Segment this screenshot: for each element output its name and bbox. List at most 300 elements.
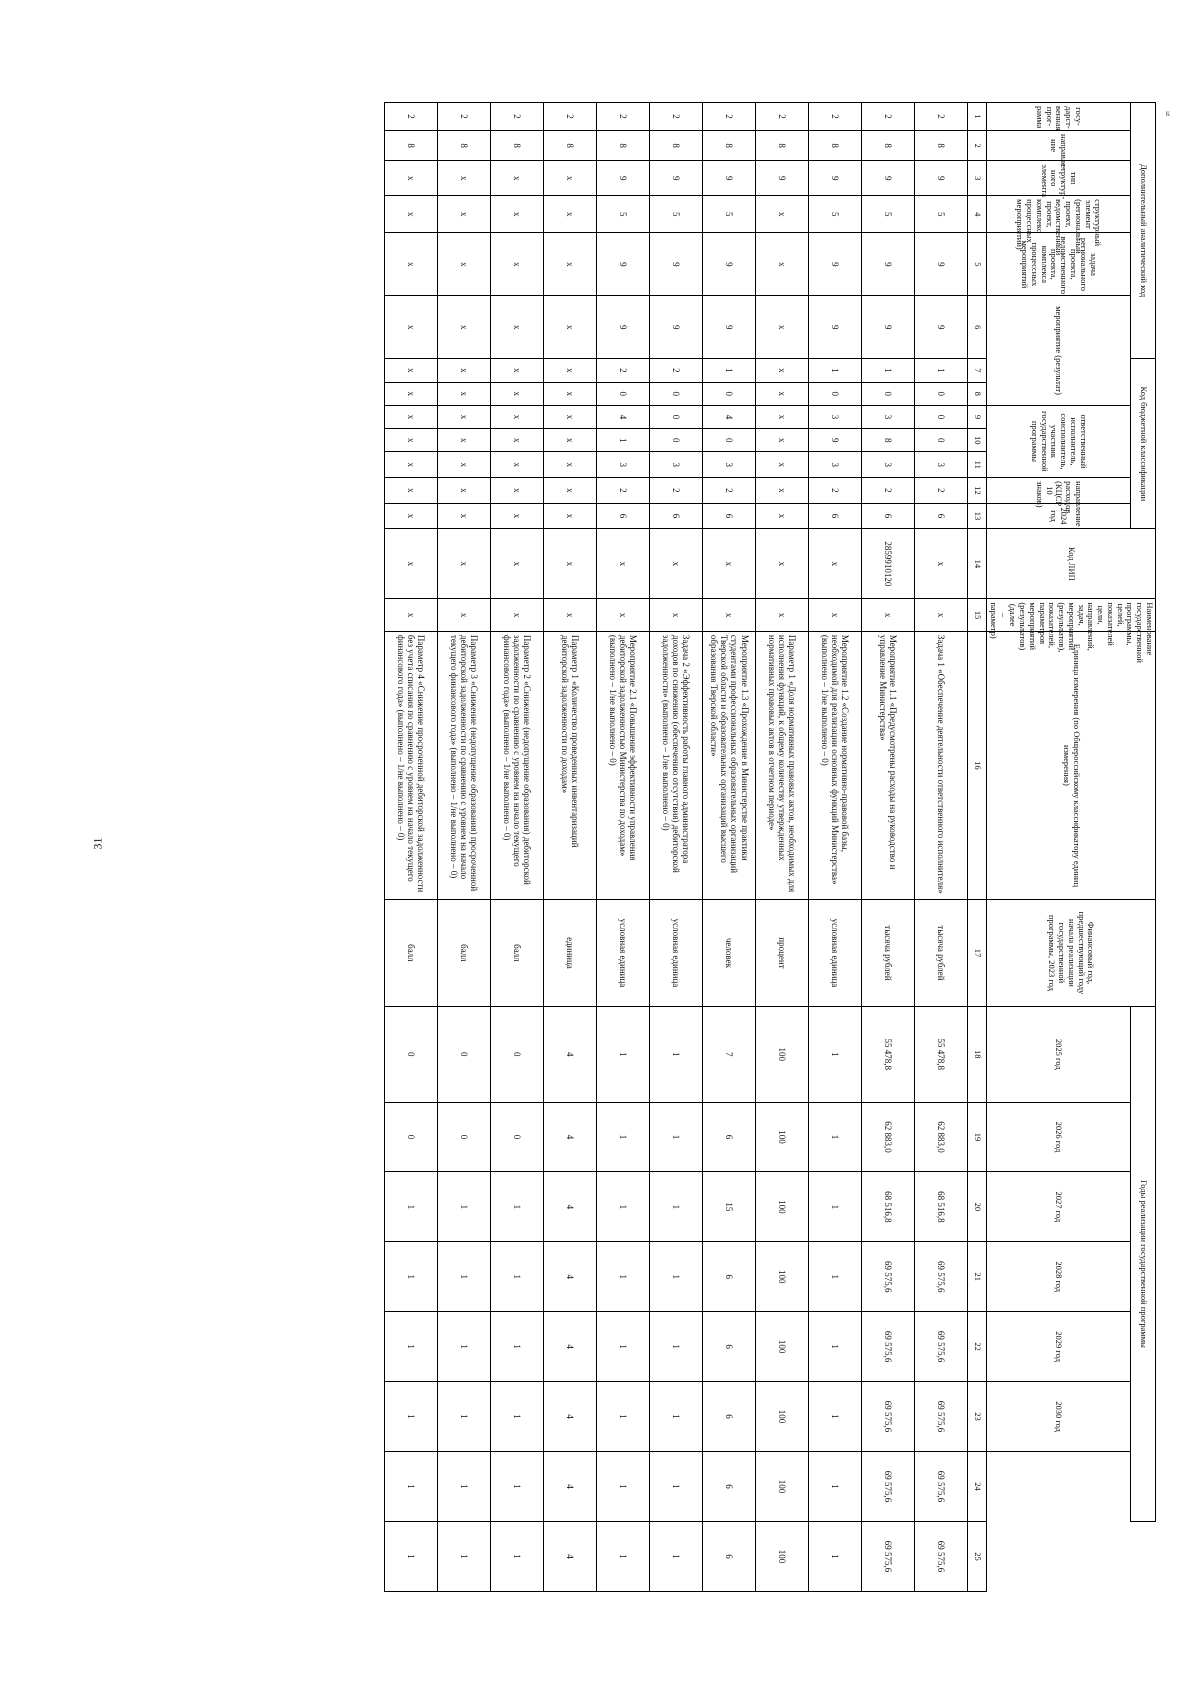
column-number-cell: 5	[967, 233, 986, 296]
code-cell: 2	[649, 478, 702, 504]
code-cell: х	[490, 503, 543, 529]
code-cell: 9	[808, 429, 861, 452]
executor-header: ответственный исполнитель, соисполнитель, участник государственной программы	[986, 405, 1130, 477]
year-value-cell: 1	[490, 1242, 543, 1312]
year-value-cell: 69 575,6	[861, 1521, 914, 1591]
year-2029-header: 2029 год	[986, 1312, 1130, 1382]
year-value-cell: 1	[649, 1521, 702, 1591]
code-cell: х	[384, 503, 437, 529]
year-value-cell: 1	[384, 1521, 437, 1591]
row-name-cell: Параметр 4 «Снижение просроченной дебиторской задолженности без учета списания по сравнению с уровнем на начало текущего финансового года» (выполнено – 1/не выполнено – 0)	[384, 631, 437, 899]
code-cell: х	[755, 382, 808, 405]
year-value-cell: 1	[649, 1102, 702, 1172]
code-cell: 5	[808, 196, 861, 233]
table-row	[384, 103, 437, 1592]
code-cell: х	[437, 529, 490, 599]
year-value-cell: 68 516,8	[914, 1172, 967, 1242]
code-cell: х	[543, 529, 596, 599]
year-value-cell: 6	[702, 1452, 755, 1522]
fin-year-cell: 0	[384, 1007, 437, 1103]
group-budget-header: Код бюджетной классификации	[1131, 359, 1156, 529]
code-cell: 9	[649, 161, 702, 196]
year-value-cell: 69 575,6	[914, 1521, 967, 1591]
year-value-cell: 4	[543, 1312, 596, 1382]
code-cell: 3	[914, 452, 967, 478]
code-cell: 9	[649, 233, 702, 296]
code-cell: х	[384, 161, 437, 196]
year-value-cell: 6	[702, 1102, 755, 1172]
row-name-cell: Задача 2 «Эффективность работы главного администратора доходов по снижению (обеспечению отсутствия) дебиторской задолженности» (выполнено – 1/не выполнено – 0)	[649, 631, 702, 899]
unit-cell: условная единица	[649, 899, 702, 1006]
year-value-cell: 1	[490, 1521, 543, 1591]
code-cell: х	[543, 599, 596, 632]
code-cell: х	[490, 599, 543, 632]
year-value-cell: 0	[437, 1102, 490, 1172]
code-cell: 9	[596, 296, 649, 359]
fin-year-cell: 1	[649, 1007, 702, 1103]
unit-cell: балл	[437, 899, 490, 1006]
year-value-cell: 1	[490, 1312, 543, 1382]
column-number-cell: 2	[967, 130, 986, 160]
column-number-cell: 3	[967, 161, 986, 196]
type-header: тип структур-ного элемента	[986, 161, 1130, 196]
code-cell: х	[543, 478, 596, 504]
code-cell: 2	[543, 103, 596, 131]
code-cell: 8	[755, 130, 808, 160]
year-value-cell: 69 575,6	[861, 1382, 914, 1452]
year-2030-header: 2030 год	[986, 1382, 1130, 1452]
code-cell: 2	[702, 103, 755, 131]
row-name-cell: Мероприятие 2.1 «Повышение эффективности управления дебиторской задолженностью Министерства по доходам» (выполнено – 1/не выполнено – 0)	[596, 631, 649, 899]
code-cell: 8	[437, 130, 490, 160]
unit-cell: тысяча рублей	[914, 899, 967, 1006]
column-number-cell: 15	[967, 599, 986, 632]
code-cell: 2	[596, 103, 649, 131]
fin-year-cell: 0	[437, 1007, 490, 1103]
table-row	[596, 103, 649, 1592]
year-value-cell: 69 575,6	[861, 1452, 914, 1522]
code-cell: х	[543, 503, 596, 529]
unit-cell: единица	[543, 899, 596, 1006]
code-cell: 1	[808, 359, 861, 382]
code-cell: 6	[914, 503, 967, 529]
code-cell: 6	[596, 503, 649, 529]
unit-header: Единица измерения (по Общероссийскому классификатору единиц измерения)	[986, 631, 1155, 899]
unit-cell: процент	[755, 899, 808, 1006]
code-cell: х	[543, 233, 596, 296]
year-value-cell: 1	[649, 1452, 702, 1522]
code-cell: 5	[861, 196, 914, 233]
code-cell: 5	[649, 196, 702, 233]
code-cell: 9	[808, 233, 861, 296]
year-value-cell: 1	[596, 1382, 649, 1452]
code-cell: 8	[808, 130, 861, 160]
code-cell: х	[543, 452, 596, 478]
code-cell: 0	[861, 382, 914, 405]
year-value-cell: 100	[755, 1242, 808, 1312]
code-cell: 2	[490, 103, 543, 131]
year-value-cell: 100	[755, 1521, 808, 1591]
year-value-cell: 1	[808, 1102, 861, 1172]
column-number-cell: 7	[967, 359, 986, 382]
year-value-cell: 4	[543, 1382, 596, 1452]
code-cell: 9	[914, 296, 967, 359]
year-value-cell: 1	[649, 1312, 702, 1382]
code-cell: 8	[914, 130, 967, 160]
code-cell: х	[543, 161, 596, 196]
code-cell: 0	[702, 382, 755, 405]
code-cell: 9	[755, 161, 808, 196]
code-cell: х	[490, 382, 543, 405]
column-number-cell: 24	[967, 1452, 986, 1522]
year-value-cell: 1	[490, 1452, 543, 1522]
code-cell: 0	[808, 382, 861, 405]
years-group-header: Годы реализации государственной программы	[1131, 1007, 1156, 1522]
code-cell: 3	[808, 452, 861, 478]
code-cell: 2	[808, 478, 861, 504]
column-number-cell: 6	[967, 296, 986, 359]
code-cell: 0	[649, 382, 702, 405]
code-cell: х	[543, 359, 596, 382]
column-number-cell: 25	[967, 1521, 986, 1591]
year-2026-header: 2026 год	[986, 1102, 1130, 1172]
code-cell: 9	[702, 161, 755, 196]
year-value-cell: 69 575,6	[914, 1452, 967, 1522]
table-row	[755, 103, 808, 1592]
code-cell: х	[490, 529, 543, 599]
year-2025-header: 2025 год	[986, 1007, 1130, 1103]
code-cell: х	[384, 405, 437, 428]
code-cell: 9	[808, 161, 861, 196]
code-cell: х	[702, 529, 755, 599]
rotated-table-wrapper	[176, 102, 1156, 1592]
code-cell: 5	[702, 196, 755, 233]
code-cell: 6	[861, 503, 914, 529]
fin-year-cell: 1	[596, 1007, 649, 1103]
column-number-cell: 11	[967, 452, 986, 478]
year-value-cell: 1	[437, 1452, 490, 1522]
year-value-cell: 1	[384, 1382, 437, 1452]
code-cell: 2	[437, 103, 490, 131]
table-row	[914, 103, 967, 1592]
code-cell: 0	[596, 382, 649, 405]
structural-header: структурный элемент (региональный проект, ведомственный проект, комплекс процессных мероприятий)	[986, 196, 1130, 233]
code-cell: х	[755, 233, 808, 296]
code-cell: х	[490, 359, 543, 382]
year-value-cell: 0	[490, 1102, 543, 1172]
code-cell: х	[384, 196, 437, 233]
code-cell: 5	[596, 196, 649, 233]
year-value-cell: 1	[437, 1382, 490, 1452]
code-cell: 8	[649, 130, 702, 160]
unit-cell: балл	[384, 899, 437, 1006]
code-cell: 2	[649, 359, 702, 382]
code-cell: х	[437, 405, 490, 428]
code-cell: 9	[596, 233, 649, 296]
code-cell: 2	[596, 478, 649, 504]
code-cell: 9	[861, 161, 914, 196]
code-cell: х	[437, 452, 490, 478]
corner-mark: к	[1165, 108, 1170, 118]
column-number-cell: 17	[967, 899, 986, 1006]
year-value-cell: 0	[384, 1102, 437, 1172]
code-cell: х	[437, 382, 490, 405]
year-value-cell: 1	[384, 1242, 437, 1312]
code-cell: 2	[702, 478, 755, 504]
year-value-cell: 1	[437, 1172, 490, 1242]
fin-year-cell: 1	[808, 1007, 861, 1103]
code-cell: х	[437, 429, 490, 452]
code-cell: х	[437, 161, 490, 196]
column-number-cell: 19	[967, 1102, 986, 1172]
column-number-cell: 12	[967, 478, 986, 504]
code-cell: х	[755, 429, 808, 452]
row-name-cell: Мероприятие 1.3 «Прохождение в Министерстве практики студентами профессиональных образовательных организаций Тверской области и образовательных организаций высшего образования Тверской области»	[702, 631, 755, 899]
code-cell: х	[755, 599, 808, 632]
year-value-cell: 1	[596, 1242, 649, 1312]
code-cell: 2	[755, 103, 808, 131]
code-cell: 3	[861, 452, 914, 478]
code-cell: х	[755, 529, 808, 599]
year-value-cell: 6	[702, 1382, 755, 1452]
code-cell: 8	[861, 130, 914, 160]
year-value-cell: 1	[437, 1521, 490, 1591]
code-cell: х	[490, 296, 543, 359]
fin-year-cell: 7	[702, 1007, 755, 1103]
code-cell: 9	[649, 296, 702, 359]
fin-year-cell: 0	[490, 1007, 543, 1103]
code-cell: 0	[702, 429, 755, 452]
year-value-cell: 1	[808, 1521, 861, 1591]
task-header: задача регионального проекта, ведомственного проекта, комплекса процессных мероприятий	[986, 233, 1130, 296]
year-value-cell: 68 516,8	[861, 1172, 914, 1242]
code-cell: х	[914, 529, 967, 599]
year-value-cell: 62 883,0	[861, 1102, 914, 1172]
table-row	[490, 103, 543, 1592]
lip-header: Код ЛИП	[986, 529, 1155, 599]
code-cell: 9	[808, 296, 861, 359]
code-cell: х	[490, 478, 543, 504]
code-cell: х	[702, 599, 755, 632]
year-value-cell: 4	[543, 1242, 596, 1312]
code-cell: х	[384, 429, 437, 452]
code-cell: х	[808, 529, 861, 599]
year-value-cell: 1	[490, 1172, 543, 1242]
column-number-cell: 20	[967, 1172, 986, 1242]
year-value-cell: 100	[755, 1102, 808, 1172]
code-cell: 3	[649, 452, 702, 478]
code-cell: 2	[596, 359, 649, 382]
code-cell: 2	[914, 103, 967, 131]
column-number-cell: 4	[967, 196, 986, 233]
code-cell: 2	[384, 103, 437, 131]
fin-year-cell: 100	[755, 1007, 808, 1103]
code-cell: 1	[861, 359, 914, 382]
code-cell: х	[755, 405, 808, 428]
code-cell: 8	[596, 130, 649, 160]
table-row	[702, 103, 755, 1592]
table-body	[384, 103, 986, 1592]
code-cell: 9	[861, 296, 914, 359]
code-cell: 9	[914, 233, 967, 296]
year-value-cell: 1	[808, 1242, 861, 1312]
code-cell: 5	[914, 196, 967, 233]
code-cell: 4	[596, 405, 649, 428]
code-cell: 6	[702, 503, 755, 529]
fin-year-cell: 55 478,8	[861, 1007, 914, 1103]
year-value-cell: 1	[596, 1102, 649, 1172]
column-number-cell: 8	[967, 382, 986, 405]
code-cell: х	[384, 452, 437, 478]
code-cell: 9	[861, 233, 914, 296]
year-value-cell: 1	[808, 1312, 861, 1382]
table-row	[437, 103, 490, 1592]
code-cell: 2859910120	[861, 529, 914, 599]
column-number-cell: 1	[967, 103, 986, 131]
code-cell: 2	[861, 103, 914, 131]
code-cell: х	[914, 599, 967, 632]
code-cell: х	[384, 382, 437, 405]
year-value-cell: 100	[755, 1172, 808, 1242]
group-additional-header: Дополнительный аналитический код	[1131, 103, 1156, 359]
table-row	[808, 103, 861, 1592]
year-value-cell: 1	[384, 1312, 437, 1382]
year-2028-header: 2028 год	[986, 1242, 1130, 1312]
column-number-cell: 13	[967, 503, 986, 529]
column-number-cell: 21	[967, 1242, 986, 1312]
code-cell: х	[437, 359, 490, 382]
year-value-cell: 1	[384, 1452, 437, 1522]
code-cell: 3	[808, 405, 861, 428]
direction-header: направле-ние	[986, 130, 1130, 160]
code-cell: х	[384, 359, 437, 382]
year-value-cell: 1	[596, 1312, 649, 1382]
year-value-cell: 1	[490, 1382, 543, 1452]
code-cell: х	[596, 599, 649, 632]
code-cell: х	[490, 161, 543, 196]
code-cell: 3	[596, 452, 649, 478]
column-number-cell: 16	[967, 631, 986, 899]
table-row	[649, 103, 702, 1592]
code-cell: 4	[702, 405, 755, 428]
year-value-cell: 69 575,6	[914, 1312, 967, 1382]
year-value-cell: 1	[649, 1382, 702, 1452]
program-table	[384, 102, 1156, 1592]
fin-year-header: Финансовый год, предшествующий году начала реализации государственной программы, 2023 год	[986, 899, 1155, 1006]
code-cell: 0	[914, 429, 967, 452]
year-value-cell: 69 575,6	[914, 1382, 967, 1452]
year-value-cell: 1	[808, 1382, 861, 1452]
year-value-cell: 1	[649, 1172, 702, 1242]
year-value-cell: 1	[596, 1452, 649, 1522]
column-number-cell: 9	[967, 405, 986, 428]
year-value-cell: 15	[702, 1172, 755, 1242]
year-value-cell: 100	[755, 1452, 808, 1522]
year-value-cell: 1	[437, 1312, 490, 1382]
row-name-cell: Мероприятие 1.1 «Предусмотрены расходы на руководство и управление Министерства»	[861, 631, 914, 899]
column-number-cell: 10	[967, 429, 986, 452]
year-value-cell: 1	[649, 1242, 702, 1312]
code-cell: 8	[861, 429, 914, 452]
row-name-cell: Параметр 1 «Количество проведенных инвентаризаций дебиторской задолженности по доходам»	[543, 631, 596, 899]
year-value-cell: 1	[384, 1172, 437, 1242]
code-cell: 0	[914, 382, 967, 405]
year-value-cell: 4	[543, 1102, 596, 1172]
year-value-cell: 1	[437, 1242, 490, 1312]
code-cell: 8	[702, 130, 755, 160]
fin-year-cell: 55 478,8	[914, 1007, 967, 1103]
year-value-cell: 4	[543, 1521, 596, 1591]
year-value-cell: 69 575,6	[861, 1312, 914, 1382]
column-number-row	[967, 103, 986, 1592]
code-cell: 9	[914, 161, 967, 196]
code-cell: х	[649, 599, 702, 632]
name-header: Наименование государственной программы, целей, показателей цели, направлений, задач, мероприятий (результатов), показателей, параметров мероприятий (результатов) (далее – параметр)	[986, 599, 1155, 632]
unit-cell: условная единица	[808, 899, 861, 1006]
code-cell: 0	[649, 429, 702, 452]
code-cell: х	[543, 296, 596, 359]
code-cell: х	[596, 529, 649, 599]
year-value-cell: 1	[596, 1521, 649, 1591]
code-cell: х	[755, 359, 808, 382]
code-cell: 9	[702, 296, 755, 359]
fin-year-cell: 4	[543, 1007, 596, 1103]
code-cell: х	[437, 599, 490, 632]
unit-cell: балл	[490, 899, 543, 1006]
program-header: госу-дарст-венная прог-рамма	[986, 103, 1130, 131]
row-name-cell: Параметр 2 «Снижение (недопущение образования) дебиторской задолженности по сравнению с уровнем на начало текущего финансового года» (выполнено – 1/не выполнено – 0)	[490, 631, 543, 899]
unit-cell: условная единица	[596, 899, 649, 1006]
code-cell: х	[437, 478, 490, 504]
code-cell: х	[384, 296, 437, 359]
year-value-cell: 6	[702, 1242, 755, 1312]
unit-cell: человек	[702, 899, 755, 1006]
code-cell: 2	[914, 478, 967, 504]
code-cell: 6	[649, 503, 702, 529]
code-cell: 9	[596, 161, 649, 196]
code-cell: 6	[808, 503, 861, 529]
event-header: мероприятие (результат)	[986, 296, 1130, 406]
unit-cell: тысяча рублей	[861, 899, 914, 1006]
code-cell: х	[384, 599, 437, 632]
code-cell: 2	[861, 478, 914, 504]
year-value-cell: 100	[755, 1312, 808, 1382]
table-row	[861, 103, 914, 1592]
code-cell: 8	[384, 130, 437, 160]
year-value-cell: 69 575,6	[914, 1242, 967, 1312]
year-value-cell: 1	[808, 1172, 861, 1242]
code-cell: х	[649, 529, 702, 599]
code-cell: х	[861, 599, 914, 632]
code-cell: х	[543, 405, 596, 428]
code-cell: 1	[596, 429, 649, 452]
row-name-cell: Параметр 3 «Снижение (недопущение образования) просроченной дебиторской задолженности по сравнению с уровнем на начало текущего финансового года» (выполнено – 1/не выполнено – 0)	[437, 631, 490, 899]
code-cell: х	[384, 478, 437, 504]
year-value-cell: 1	[596, 1172, 649, 1242]
column-number-cell: 23	[967, 1382, 986, 1452]
code-cell: 3	[702, 452, 755, 478]
code-cell: 1	[914, 359, 967, 382]
year-value-cell: 6	[702, 1521, 755, 1591]
code-cell: 9	[702, 233, 755, 296]
year-value-cell: 4	[543, 1452, 596, 1522]
code-cell: х	[437, 233, 490, 296]
table-row	[543, 103, 596, 1592]
code-cell: х	[490, 405, 543, 428]
code-cell: 2	[808, 103, 861, 131]
year-value-cell: 62 883,0	[914, 1102, 967, 1172]
code-cell: х	[490, 429, 543, 452]
